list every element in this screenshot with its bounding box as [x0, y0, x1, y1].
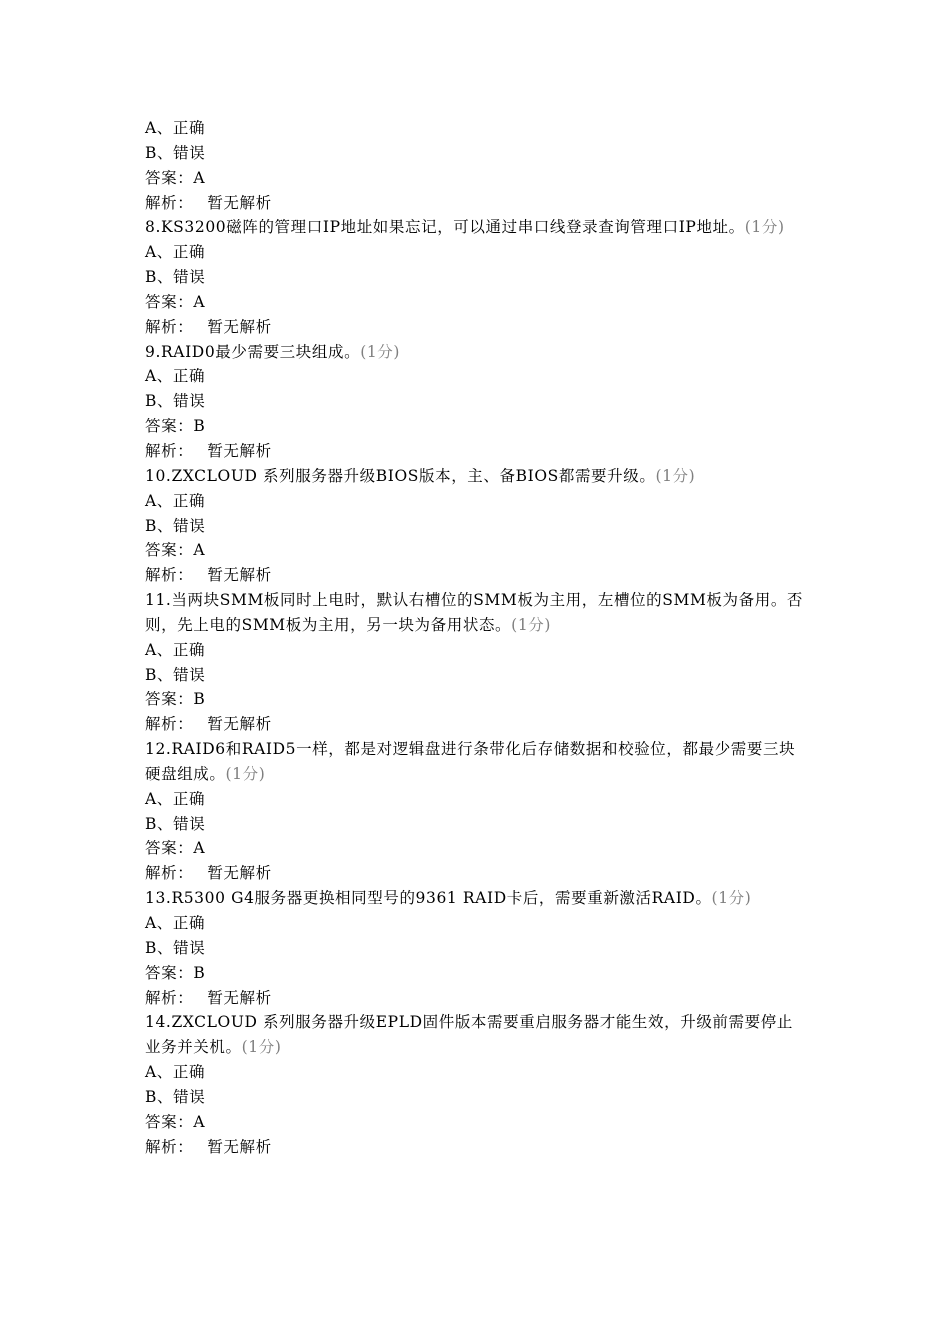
question-number: 11.	[145, 591, 172, 610]
question-number: 9.	[145, 342, 161, 361]
question-number: 13.	[145, 889, 172, 908]
answer-label: 答案：	[145, 839, 194, 858]
question-text	[145, 886, 805, 911]
option-a: A、正确	[145, 243, 206, 262]
option-a: A、正确	[145, 119, 206, 137]
option-b: B、错误	[145, 665, 206, 684]
question-body: 当两块SMM板同时上电时，默认右槽位的SMM板为主用，左槽位的SMM板为备用。否则，先上电的SMM板为主用，另一块为备用状态。	[145, 591, 804, 634]
analysis-label: 解析：	[145, 193, 194, 212]
answer-label: 答案：	[145, 541, 194, 560]
question-score: (1分)	[711, 889, 752, 908]
option-a: A、正确	[145, 640, 206, 659]
question-body: KS3200磁阵的管理口IP地址如果忘记，可以通过串口线登录查询管理口IP地址。	[161, 218, 745, 237]
answer-label: 答案：	[145, 168, 194, 187]
analysis-line	[145, 563, 805, 588]
question-number: 10.	[145, 466, 172, 485]
answer-label: 答案：	[145, 963, 194, 982]
analysis-line	[145, 986, 805, 1011]
option-a: A、正确	[145, 491, 206, 510]
question-score: (1分)	[225, 764, 266, 783]
question-body: RAID0最少需要三块组成。	[161, 342, 361, 361]
analysis-text: 暂无解析	[207, 1137, 272, 1156]
analysis-text: 暂无解析	[207, 864, 272, 883]
option-b: B、错误	[145, 814, 206, 833]
answer-label: 答案：	[145, 1112, 194, 1131]
answer-line	[145, 166, 805, 191]
question-body: ZXCLOUD 系列服务器升级EPLD固件版本需要重启服务器才能生效，升级前需要停止业务并关机。	[145, 1013, 793, 1057]
question-text	[145, 1010, 805, 1060]
option-b: B、错误	[145, 143, 206, 162]
option-a: A、正确	[145, 914, 206, 932]
option-b: B、错误	[145, 938, 206, 957]
question-body: R5300 G4服务器更换相同型号的9361 RAID卡后，需要重新激活RAID。	[171, 889, 712, 908]
option-a: A、正确	[145, 1063, 206, 1082]
analysis-text: 暂无解析	[207, 988, 272, 1007]
answer-value: B	[193, 690, 206, 709]
answer-label: 答案：	[145, 417, 194, 436]
question-text	[145, 215, 805, 240]
analysis-line	[145, 712, 805, 737]
analysis-label: 解析：	[145, 1137, 194, 1156]
option-a: A、正确	[145, 367, 206, 386]
analysis-text: 暂无解析	[207, 193, 272, 212]
question-score: (1分)	[360, 342, 401, 361]
document-body	[145, 116, 805, 1159]
answer-label: 答案：	[145, 292, 194, 311]
question-score: (1分)	[241, 1038, 282, 1057]
analysis-line	[145, 1135, 805, 1160]
question-score: (1分)	[655, 466, 696, 485]
answer-value: A	[193, 839, 206, 858]
question-score: (1分)	[744, 218, 785, 237]
question-number: 12.	[145, 740, 172, 759]
analysis-line	[145, 191, 805, 216]
answer-value: A	[193, 541, 206, 560]
answer-line	[145, 836, 805, 861]
answer-line	[145, 538, 805, 563]
analysis-label: 解析：	[145, 566, 194, 585]
answer-value: B	[193, 417, 206, 436]
answer-line	[145, 961, 805, 986]
analysis-text: 暂无解析	[207, 566, 272, 585]
analysis-text: 暂无解析	[207, 441, 272, 460]
option-b: B、错误	[145, 1087, 206, 1106]
question-text	[145, 464, 805, 489]
analysis-label: 解析：	[145, 441, 194, 460]
option-b: B、错误	[145, 392, 206, 411]
analysis-label: 解析：	[145, 988, 194, 1007]
option-a: A、正确	[145, 789, 206, 808]
answer-label: 答案：	[145, 690, 194, 709]
answer-value: B	[193, 963, 206, 982]
question-body: RAID6和RAID5一样，都是对逻辑盘进行条带化后存储数据和校验位，都最少需要三块硬盘组成。	[145, 740, 796, 783]
answer-value: A	[193, 292, 206, 311]
option-b: B、错误	[145, 516, 206, 535]
answer-value: A	[193, 1112, 206, 1131]
question-text	[145, 588, 805, 638]
analysis-label: 解析：	[145, 715, 194, 734]
analysis-line	[145, 439, 805, 464]
question-score: (1分)	[511, 615, 552, 634]
analysis-text: 暂无解析	[207, 715, 272, 734]
question-text	[145, 737, 805, 787]
analysis-line	[145, 315, 805, 340]
answer-line	[145, 414, 805, 439]
answer-value: A	[193, 168, 206, 187]
option-b: B、错误	[145, 268, 206, 287]
question-number: 14.	[145, 1013, 172, 1032]
question-text	[145, 340, 805, 365]
analysis-line	[145, 861, 805, 886]
analysis-label: 解析：	[145, 864, 194, 883]
question-number: 8.	[145, 218, 161, 237]
answer-line	[145, 1110, 805, 1135]
question-body: ZXCLOUD 系列服务器升级BIOS版本，主、备BIOS都需要升级。	[171, 466, 656, 485]
analysis-text: 暂无解析	[207, 317, 272, 336]
answer-line	[145, 290, 805, 315]
answer-line	[145, 687, 805, 712]
analysis-label: 解析：	[145, 317, 194, 336]
